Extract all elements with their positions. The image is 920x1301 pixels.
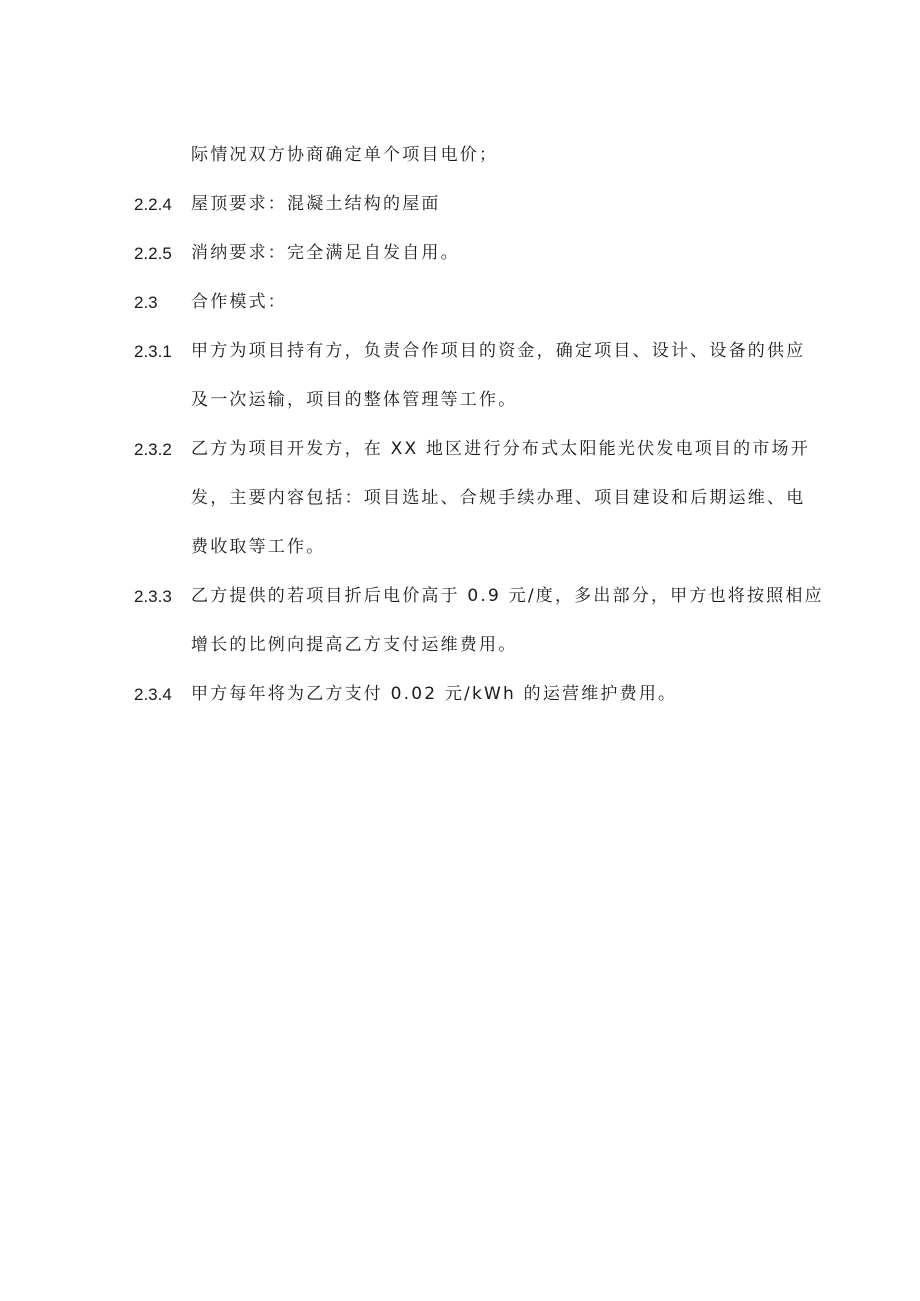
clause-2-2-4 <box>134 180 844 229</box>
clause-2-3-3 <box>134 572 844 621</box>
clause-text: 甲方每年将为乙方支付 0.02 元/kWh 的运营维护费用。 <box>191 684 678 704</box>
clause-number: 2.3.4 <box>134 685 172 704</box>
document-body <box>134 131 844 719</box>
clause-2-3-2 <box>134 425 844 474</box>
paragraph-line <box>134 131 844 180</box>
clause-number: 2.3.3 <box>134 587 172 606</box>
clause-2-3-2-continued <box>134 523 844 572</box>
clause-2-3-1-continued <box>134 376 844 425</box>
clause-number: 2.2.5 <box>134 244 172 263</box>
clause-text: 屋顶要求：混凝土结构的屋面 <box>191 194 441 214</box>
clause-text: 及一次运输，项目的整体管理等工作。 <box>191 390 518 410</box>
clause-text: 消纳要求：完全满足自发自用。 <box>191 243 460 263</box>
clause-2-3-1 <box>134 327 844 376</box>
clause-number: 2.3.2 <box>134 440 172 459</box>
clause-2-3-4 <box>134 670 844 719</box>
clause-text: 乙方为项目开发方，在 XX 地区进行分布式太阳能光伏发电项目的市场开 <box>191 439 810 459</box>
clause-2-3-2-continued <box>134 474 844 523</box>
clause-text: 增长的比例向提高乙方支付运维费用。 <box>191 635 518 655</box>
clause-text: 甲方为项目持有方，负责合作项目的资金，确定项目、设计、设备的供应 <box>191 341 806 361</box>
clause-text: 发，主要内容包括：项目选址、合规手续办理、项目建设和后期运维、电 <box>191 488 806 508</box>
clause-number: 2.3.1 <box>134 342 172 361</box>
clause-number: 2.2.4 <box>134 195 172 214</box>
section-2-3-heading <box>134 278 844 327</box>
clause-text: 际情况双方协商确定单个项目电价； <box>191 145 499 165</box>
clause-text: 乙方提供的若项目折后电价高于 0.9 元/度，多出部分，甲方也将按照相应 <box>191 586 824 606</box>
clause-2-3-3-continued <box>134 621 844 670</box>
section-title: 合作模式： <box>191 292 287 312</box>
clause-2-2-5 <box>134 229 844 278</box>
section-number: 2.3 <box>134 293 158 312</box>
clause-text: 费收取等工作。 <box>191 537 326 557</box>
